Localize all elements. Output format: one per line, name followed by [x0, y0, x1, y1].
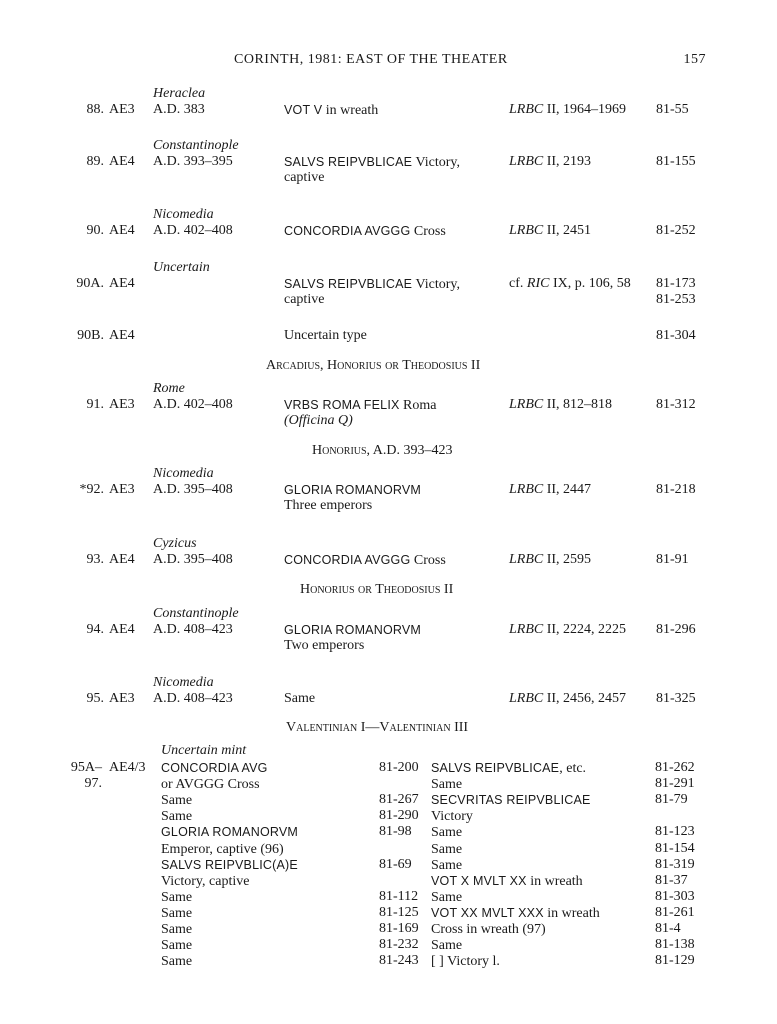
type-description	[284, 102, 378, 119]
inventory-number: 81-173	[656, 276, 696, 291]
inventory-number: 81-79	[655, 792, 688, 807]
denomination: AE4	[109, 622, 135, 637]
reference	[509, 102, 626, 118]
listing-line	[431, 776, 462, 793]
listing-line	[161, 792, 192, 809]
inventory-number: 81-55	[656, 102, 689, 117]
inventory-number: 81-37	[655, 873, 688, 888]
type-detail: Same	[161, 809, 193, 824]
type-detail: Same	[431, 938, 463, 953]
date: A.D. 383	[153, 102, 205, 117]
inventory-number: 81-319	[655, 857, 695, 872]
type-detail: Victory,	[412, 155, 460, 170]
entry-number: 94.	[86, 622, 104, 637]
inventory-number: 81-98	[379, 824, 412, 839]
listing-line	[161, 889, 192, 906]
type-description-cont: Two emperors	[284, 638, 365, 653]
coin-legend: CONCORDIA AVGGG	[284, 553, 411, 567]
listing-line	[431, 937, 462, 954]
type-detail: Same	[161, 922, 193, 937]
inventory-number: 81-129	[655, 953, 695, 968]
listing-line	[161, 857, 298, 874]
reference-detail: II, 2447	[543, 482, 592, 497]
coin-legend: SALVS REIPVBLICAE	[284, 155, 413, 169]
listing-line	[431, 905, 600, 922]
listing-line	[161, 905, 192, 922]
type-detail: Victory,	[412, 277, 460, 292]
type-detail: Cross	[410, 224, 446, 239]
type-description	[284, 552, 446, 569]
inventory-number: 81-303	[655, 889, 695, 904]
mint-name: Uncertain mint	[161, 743, 247, 758]
inventory-number: 81-243	[379, 953, 419, 968]
listing-line	[161, 841, 284, 858]
denomination: AE4	[109, 552, 135, 567]
reference	[509, 276, 631, 292]
entry-number: 95A–	[70, 760, 102, 775]
mint-name: Nicomedia	[153, 207, 214, 222]
inventory-number: 81-253	[656, 292, 696, 307]
mint-name: Heraclea	[153, 86, 206, 101]
type-description	[284, 154, 460, 171]
entry-number: 88.	[86, 102, 104, 117]
inventory-number: 81-252	[656, 223, 696, 238]
inventory-number: 81-155	[656, 154, 696, 169]
type-detail: [ ] Victory l.	[431, 954, 500, 969]
inventory-number: 81-69	[379, 857, 412, 872]
listing-line	[431, 760, 586, 777]
entry-number: 90.	[86, 223, 104, 238]
type-description: Uncertain type	[284, 328, 367, 343]
entry-number: 90B.	[77, 328, 104, 343]
reference	[509, 223, 591, 239]
reference-work: LRBC	[509, 622, 544, 637]
reference-detail: II, 2193	[543, 154, 592, 169]
denomination: AE4	[109, 276, 135, 291]
inventory-number: 81-304	[656, 328, 696, 343]
type-description: Same	[284, 691, 316, 706]
date: A.D. 393–395	[153, 154, 233, 169]
reference-work: LRBC	[509, 552, 544, 567]
type-detail: Same	[161, 938, 193, 953]
type-detail: Same	[161, 890, 193, 905]
reference-work: LRBC	[509, 223, 544, 238]
reference-detail: II, 2224, 2225	[543, 622, 627, 637]
coin-legend: VOT X MVLT XX	[431, 874, 527, 888]
listing-line	[161, 808, 192, 825]
date: A.D. 402–408	[153, 397, 233, 412]
type-description-cont: (Officina Q)	[284, 413, 353, 428]
inventory-number: 81-200	[379, 760, 419, 775]
mint-name: Nicomedia	[153, 675, 214, 690]
reference	[509, 622, 626, 638]
reference	[509, 552, 591, 568]
type-detail: Cross in wreath (97)	[431, 922, 546, 937]
type-detail: in wreath	[526, 874, 583, 889]
listing-line	[161, 873, 249, 890]
coin-legend: VOT XX MVLT XXX	[431, 906, 544, 920]
denomination: AE3	[109, 102, 135, 117]
mint-name: Rome	[153, 381, 185, 396]
type-description	[284, 397, 436, 414]
type-detail: Same	[431, 777, 463, 792]
date: A.D. 395–408	[153, 482, 233, 497]
type-detail: in wreath	[543, 906, 600, 921]
listing-line	[431, 792, 591, 809]
type-detail: Victory, captive	[161, 874, 250, 889]
reference-prefix: cf.	[509, 276, 527, 291]
inventory-number: 81-296	[656, 622, 696, 637]
denomination: AE4	[109, 328, 135, 343]
inventory-number: 81-218	[656, 482, 696, 497]
entry-number-cont: 97.	[84, 776, 102, 791]
listing-line	[431, 953, 500, 970]
reference-detail: II, 1964–1969	[543, 102, 627, 117]
reference-work: LRBC	[509, 691, 544, 706]
type-detail: , etc.	[559, 761, 587, 776]
inventory-number: 81-262	[655, 760, 695, 775]
inventory-number: 81-325	[656, 691, 696, 706]
listing-line	[161, 937, 192, 954]
coin-legend: SALVS REIPVBLIC(A)E	[161, 858, 298, 872]
coin-legend: VOT V	[284, 103, 323, 117]
type-detail: Same	[161, 954, 193, 969]
inventory-number: 81-169	[379, 921, 419, 936]
reference-detail: II, 2451	[543, 223, 592, 238]
entry-number: 95.	[86, 691, 104, 706]
date: A.D. 395–408	[153, 552, 233, 567]
listing-line	[431, 889, 462, 906]
reference-work: LRBC	[509, 482, 544, 497]
type-detail: in wreath	[322, 103, 379, 118]
inventory-number: 81-4	[655, 921, 681, 936]
type-description	[284, 223, 446, 240]
reference	[509, 154, 591, 170]
type-detail: Same	[431, 842, 463, 857]
listing-line	[161, 921, 192, 938]
denomination: AE4	[109, 154, 135, 169]
denomination: AE3	[109, 691, 135, 706]
inventory-number: 81-125	[379, 905, 419, 920]
date: A.D. 402–408	[153, 223, 233, 238]
type-description-cont: Three emperors	[284, 498, 373, 513]
section-heading: Arcadius, Honorius or Theodosius II	[266, 358, 481, 373]
coin-legend: GLORIA ROMANORVM	[161, 825, 299, 839]
inventory-number: 81-112	[379, 889, 419, 904]
reference	[509, 691, 626, 707]
date: A.D. 408–423	[153, 691, 233, 706]
denomination: AE4/3	[109, 760, 146, 775]
denomination: AE4	[109, 223, 135, 238]
inventory-number: 81-312	[656, 397, 696, 412]
type-detail: Emperor, captive (96)	[161, 842, 284, 857]
entry-number: *92.	[79, 482, 104, 497]
coin-legend: CONCORDIA AVGGG	[284, 224, 411, 238]
listing-line	[431, 808, 473, 825]
listing-line	[161, 953, 192, 970]
listing-line	[431, 841, 462, 858]
type-detail: Victory	[431, 809, 473, 824]
type-detail: Roma	[399, 398, 437, 413]
mint-name: Constantinople	[153, 138, 239, 153]
mint-name: Constantinople	[153, 606, 239, 621]
type-detail: Same	[161, 793, 193, 808]
coin-legend: SECVRITAS REIPVBLICAE	[431, 793, 591, 807]
listing-line	[431, 873, 583, 890]
inventory-number: 81-267	[379, 792, 419, 807]
type-detail: Cross	[410, 553, 446, 568]
mint-name: Uncertain	[153, 260, 210, 275]
inventory-number: 81-91	[656, 552, 689, 567]
inventory-number: 81-123	[655, 824, 695, 839]
reference-detail: II, 812–818	[543, 397, 613, 412]
type-detail: or AVGGG Cross	[161, 777, 260, 792]
type-description-cont: captive	[284, 292, 325, 307]
listing-line	[431, 921, 546, 938]
entry-number: 90A.	[76, 276, 104, 291]
section-heading: Valentinian I—Valentinian III	[286, 720, 469, 735]
mint-name: Nicomedia	[153, 466, 214, 481]
coin-legend: GLORIA ROMANORVM	[284, 483, 422, 497]
reference-detail: IX, p. 106, 58	[549, 276, 631, 291]
denomination: AE3	[109, 482, 135, 497]
inventory-number: 81-232	[379, 937, 419, 952]
type-description	[284, 276, 460, 293]
inventory-number: 81-291	[655, 776, 695, 791]
page-number: 157	[683, 52, 706, 67]
listing-line	[431, 824, 462, 841]
listing-line	[161, 824, 298, 841]
section-heading: Honorius or Theodosius II	[300, 582, 454, 597]
reference-detail: II, 2456, 2457	[543, 691, 627, 706]
mint-name: Cyzicus	[153, 536, 197, 551]
entry-number: 93.	[86, 552, 104, 567]
coin-legend: SALVS REIPVBLICAE	[431, 761, 560, 775]
inventory-number: 81-154	[655, 841, 695, 856]
inventory-number: 81-138	[655, 937, 695, 952]
reference-work: LRBC	[509, 154, 544, 169]
inventory-number: 81-290	[379, 808, 419, 823]
type-detail: Same	[431, 890, 463, 905]
denomination: AE3	[109, 397, 135, 412]
type-description-cont: captive	[284, 170, 325, 185]
coin-legend: VRBS ROMA FELIX	[284, 398, 400, 412]
coin-legend: SALVS REIPVBLICAE	[284, 277, 413, 291]
reference	[509, 397, 612, 413]
listing-line	[161, 776, 260, 793]
entry-number: 89.	[86, 154, 104, 169]
running-header: CORINTH, 1981: EAST OF THE THEATER	[234, 52, 508, 67]
coin-legend: GLORIA ROMANORVM	[284, 623, 422, 637]
reference-work: LRBC	[509, 397, 544, 412]
reference	[509, 482, 591, 498]
type-detail: Same	[161, 906, 193, 921]
type-detail: Same	[431, 858, 463, 873]
listing-line	[431, 857, 462, 874]
listing-line	[161, 760, 268, 777]
coin-legend: CONCORDIA AVG	[161, 761, 268, 775]
reference-detail: II, 2595	[543, 552, 592, 567]
type-detail: Same	[431, 825, 463, 840]
date: A.D. 408–423	[153, 622, 233, 637]
section-heading: Honorius, A.D. 393–423	[312, 443, 453, 458]
inventory-number: 81-261	[655, 905, 695, 920]
reference-work: RIC	[526, 276, 550, 291]
entry-number: 91.	[86, 397, 104, 412]
reference-work: LRBC	[509, 102, 544, 117]
